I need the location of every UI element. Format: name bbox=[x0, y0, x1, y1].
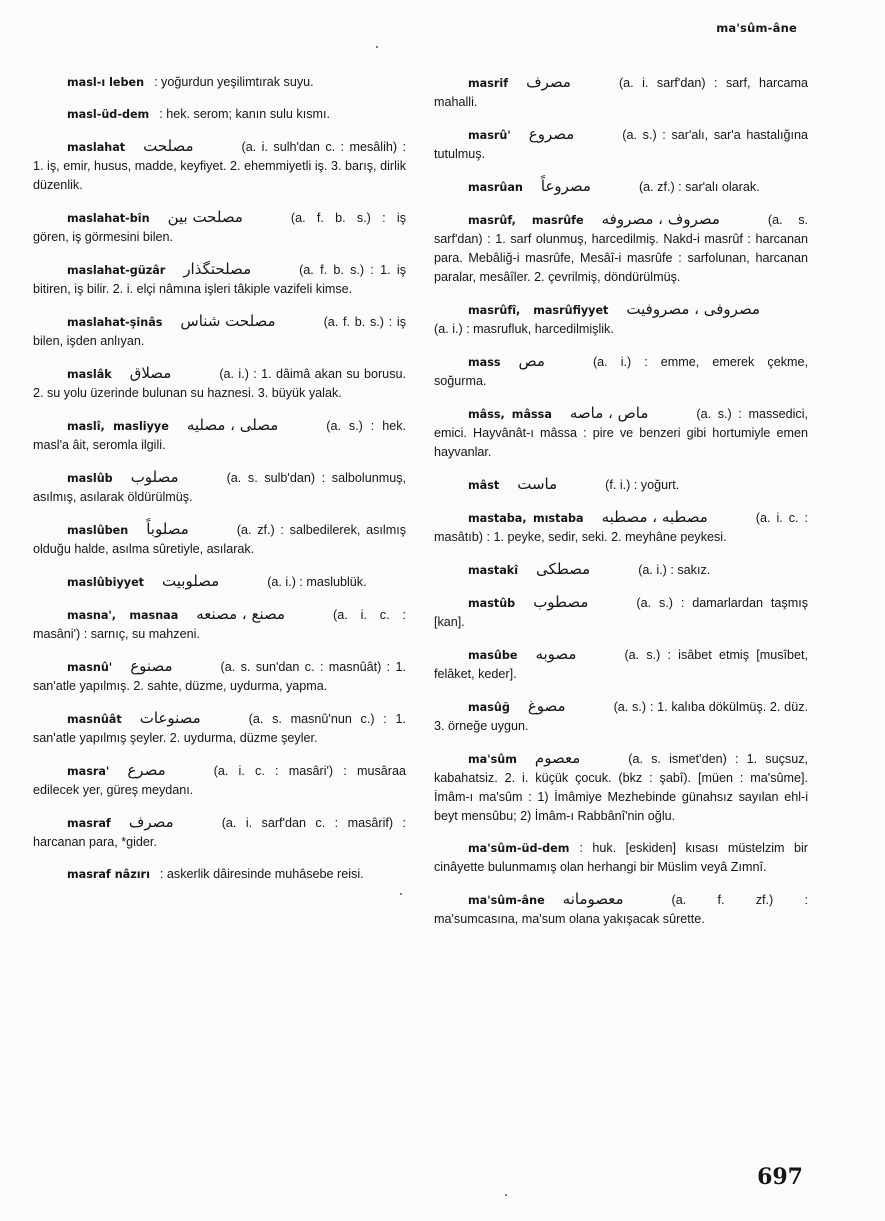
arabic-script: مصلوب bbox=[130, 468, 179, 486]
headword: mastakî bbox=[468, 564, 519, 577]
arabic-script: مصلوبيت bbox=[162, 572, 220, 590]
headword: masna', masnaa bbox=[67, 609, 179, 622]
arabic-script: مصروفى ، مصروفيت bbox=[626, 300, 760, 318]
definition-text: : hek. serom; kanın sulu kısmı. bbox=[159, 107, 330, 121]
arabic-script: مصروع bbox=[528, 125, 575, 143]
dictionary-entry bbox=[33, 865, 406, 884]
headword: masl-üd-dem bbox=[67, 108, 150, 121]
headword: maslahat-bîn bbox=[67, 212, 150, 225]
speck bbox=[505, 1194, 507, 1196]
headword: masnûât bbox=[67, 713, 122, 726]
dictionary-entry bbox=[434, 177, 808, 197]
dictionary-entry bbox=[434, 749, 808, 826]
headword: mastaba, mıstaba bbox=[468, 512, 584, 525]
arabic-script: معصوم bbox=[534, 749, 581, 767]
headword: masrûfî, masrûfiyyet bbox=[468, 304, 609, 317]
dictionary-entry bbox=[33, 813, 406, 852]
definition-text: (a. i.) : maslublük. bbox=[267, 575, 367, 589]
dictionary-entry bbox=[33, 657, 406, 696]
headword: masraf nâzırı bbox=[67, 868, 150, 881]
arabic-script: مصروف ، مصروفه bbox=[601, 210, 720, 228]
arabic-script: مصرف bbox=[128, 813, 174, 831]
dictionary-entry bbox=[434, 300, 808, 339]
arabic-script: مصلحت بين bbox=[167, 208, 243, 226]
definition-text: (a. i. c. : masâni') : sarnıç, su mahzeni. bbox=[33, 608, 406, 641]
definition-text: (a. s. sulb'dan) : salbolunmuş, asılmış, asılarak öldürülmüş. bbox=[33, 471, 406, 504]
dictionary-entry bbox=[434, 73, 808, 112]
definition-text: : yoğurdun yeşilimtırak suyu. bbox=[154, 75, 314, 89]
dictionary-entry bbox=[33, 105, 406, 124]
headword: ma'sûm-üd-dem bbox=[468, 842, 570, 855]
dictionary-entry bbox=[434, 560, 808, 580]
definition-text: (a. i. sarf'dan c. : masârif) : harcanan para, *gider. bbox=[33, 816, 406, 849]
dictionary-entry bbox=[434, 404, 808, 462]
definition-text: (a. s.) : sar'alı, sar'a hastalığına tutulmuş. bbox=[434, 128, 808, 161]
definition-text: (a. i. sarf'dan) : sarf, harcama mahalli. bbox=[434, 76, 808, 109]
definition-text: (a. s. ismet'den) : 1. suçsuz, kabahatsiz. 2. i. küçük çocuk. (bkz : şabî). [müen : ma'sûme]. İmâm-ı ma'sûm : 1) İmâmiye Mezhebinde günahsız sayılan ehl-i beyt mensûbu; 2) İmâm-ı Rabbânî'nin oğlu. bbox=[434, 752, 808, 823]
headword: maslûben bbox=[67, 524, 129, 537]
arabic-script: مصنوعات bbox=[139, 709, 201, 727]
definition-text: (a. s. sun'dan c. : masnûât) : 1. san'atle yapılmış. 2. sahte, düzme, uydurma, yapma. bbox=[33, 660, 406, 693]
arabic-script: مصلوباً bbox=[146, 520, 189, 538]
dictionary-entry bbox=[33, 73, 406, 92]
dictionary-entry bbox=[33, 520, 406, 559]
definition-text: (a. s.) : isâbet etmiş [musîbet, felâket, keder]. bbox=[434, 648, 808, 681]
headword: masrûf, masrûfe bbox=[468, 214, 584, 227]
definition-text: (a. f. b. s.) : iş gören, iş görmesini bilen. bbox=[33, 211, 406, 244]
dictionary-entry bbox=[434, 839, 808, 877]
dictionary-entry bbox=[434, 508, 808, 547]
arabic-script: ماص ، ماصه bbox=[569, 404, 649, 422]
headword: masrûan bbox=[468, 181, 523, 194]
arabic-script: مصرف bbox=[526, 73, 571, 91]
arabic-script: مصرع bbox=[127, 761, 166, 779]
headword: mass bbox=[468, 356, 501, 369]
headword: maslahat-şinâs bbox=[67, 316, 163, 329]
arabic-script: مصلاق bbox=[129, 364, 172, 382]
definition-text: (f. i.) : yoğurt. bbox=[605, 478, 680, 492]
headword: masl-ı leben bbox=[67, 76, 145, 89]
running-head: ma'sûm-âne bbox=[716, 21, 797, 35]
arabic-script: مصلحتگذار bbox=[183, 260, 252, 278]
arabic-script: ماست bbox=[517, 475, 558, 493]
definition-text: (a. i. c. : masâri') : musâraa edilecek yer, güreş meydanı. bbox=[33, 764, 406, 797]
arabic-script: مصنع ، مصنعه bbox=[196, 605, 286, 623]
arabic-script: مصلحت شناس bbox=[180, 312, 276, 330]
dictionary-entry bbox=[33, 761, 406, 800]
definition-text: (a. s.) : hek. masl'a âit, seromla ilgili. bbox=[33, 419, 406, 452]
arabic-script: مصطكى bbox=[536, 560, 591, 578]
headword: masûğ bbox=[468, 701, 510, 714]
arabic-script: مصنوع bbox=[130, 657, 173, 675]
speck bbox=[400, 893, 402, 895]
right-column bbox=[434, 73, 808, 942]
definition-text: (a. i.) : sakız. bbox=[638, 563, 711, 577]
page-number: 697 bbox=[757, 1164, 803, 1190]
headword: ma'sûm bbox=[468, 753, 517, 766]
headword: mâst bbox=[468, 479, 500, 492]
dictionary-entry bbox=[33, 137, 406, 195]
headword: mâss, mâssa bbox=[468, 408, 552, 421]
headword: ma'sûm-âne bbox=[468, 894, 545, 907]
definition-text: (a. f. b. s.) : 1. iş bitiren, iş bilir. 2. i. elçi nâmına işleri tâkiple vazifeli kimse. bbox=[33, 263, 406, 296]
dictionary-entry bbox=[33, 572, 406, 592]
arabic-script: مصطبه ، مصطبه bbox=[601, 508, 708, 526]
headword: mastûb bbox=[468, 597, 516, 610]
arabic-script: مصروعاً bbox=[540, 177, 591, 195]
headword: maslahat-güzâr bbox=[67, 264, 166, 277]
speck bbox=[376, 46, 378, 48]
headword: masraf bbox=[67, 817, 111, 830]
dictionary-entry bbox=[434, 697, 808, 736]
definition-text: (a. s. masnû'nun c.) : 1. san'atle yapılmış şeyler. 2. uydurma, düzme şeyler. bbox=[33, 712, 406, 745]
arabic-script: معصومانه bbox=[562, 890, 624, 908]
definition-text: (a. zf.) : sar'alı olarak. bbox=[638, 180, 760, 194]
definition-text: (a. f. b. s.) : iş bilen, işden anlıyan. bbox=[33, 315, 406, 348]
definition-text: (a. i.) : emme, emerek çekme, soğurma. bbox=[434, 355, 808, 388]
arabic-script: مصوبه bbox=[535, 645, 577, 663]
dictionary-entry bbox=[33, 709, 406, 748]
arabic-script: مصلى ، مصليه bbox=[186, 416, 279, 434]
dictionary-entry bbox=[434, 890, 808, 929]
headword: masnû' bbox=[67, 661, 113, 674]
dictionary-entry bbox=[33, 468, 406, 507]
dictionary-entry bbox=[434, 210, 808, 287]
arabic-script: مصطوب bbox=[533, 593, 589, 611]
definition-text: (a. f. zf.) : ma'sumcasına, ma'sum olana yakışacak sûrette. bbox=[434, 893, 808, 926]
arabic-script: مص bbox=[518, 352, 545, 370]
dictionary-entry bbox=[33, 208, 406, 247]
headword: maslûbiyyet bbox=[67, 576, 145, 589]
headword: masra' bbox=[67, 765, 110, 778]
headword: maslûb bbox=[67, 472, 113, 485]
dictionary-entry bbox=[33, 364, 406, 403]
definition-text: (a. zf.) : salbedilerek, asılmış olduğu halde, asılma sûretiyle, asılarak. bbox=[33, 523, 406, 556]
definition-text: (a. i.) : 1. dâimâ akan su borusu. 2. su yolu üzerinde bulunan su haznesi. 3. büyük yalak. bbox=[33, 367, 406, 400]
dictionary-entry bbox=[434, 645, 808, 684]
dictionary-entry bbox=[33, 605, 406, 644]
arabic-script: مصوغ bbox=[527, 697, 566, 715]
dictionary-entry bbox=[33, 312, 406, 351]
dictionary-entry bbox=[434, 125, 808, 164]
definition-text: (a. i. sulh'dan c. : mesâlih) : 1. iş, emir, husus, madde, keyfiyet. 2. ehemmiyetli iş. 3. barış, dirlik düzenlik. bbox=[33, 140, 406, 192]
definition-text: : huk. [eskiden] kısası müstelzim bir cinâyette bulunmamış olan herhangi bir Müslim veyâ Zımnî. bbox=[434, 841, 808, 874]
headword: masrû' bbox=[468, 129, 511, 142]
definition-text: (a. s.) : damarlardan taşmış [kan]. bbox=[434, 596, 808, 629]
dictionary-entry bbox=[434, 352, 808, 391]
definition-text: (a. s.) : massedici, emici. Hayvânât-ı mâssa : pire ve benzeri gibi hortumiyle emen hayvanlar. bbox=[434, 407, 808, 459]
definition-text: : askerlik dâiresinde muhâsebe reisi. bbox=[159, 867, 364, 881]
headword: masûbe bbox=[468, 649, 518, 662]
definition-text: (a. i. c. : masâtıb) : 1. peyke, sedir, seki. 2. meyhâne peykesi. bbox=[434, 511, 808, 544]
definition-text: (a. i.) : masrufluk, harcedilmişlik. bbox=[434, 322, 614, 336]
dictionary-entry bbox=[434, 475, 808, 495]
definition-text: (a. s.) : 1. kalıba dökülmüş. 2. düz. 3. örneğe uygun. bbox=[434, 700, 808, 733]
definition-text: (a. s. sarf'dan) : 1. sarf olunmuş, harcedilmiş. Nakd-i masrûf : harcanan para. Mebâliğ-i masrûfe, Mesâî-i masrûfe : sarfolunan, harcanan paralar, mesâîler. 2. çevrilmiş, döndürülmüş. bbox=[434, 213, 808, 284]
dictionary-entry bbox=[434, 593, 808, 632]
dictionary-entry bbox=[33, 416, 406, 455]
dictionary-entry bbox=[33, 260, 406, 299]
headword: maslâk bbox=[67, 368, 112, 381]
arabic-script: مصلحت bbox=[143, 137, 194, 155]
left-column bbox=[33, 73, 406, 897]
headword: maslî, masliyye bbox=[67, 420, 169, 433]
headword: masrif bbox=[468, 77, 509, 90]
headword: maslahat bbox=[67, 141, 126, 154]
